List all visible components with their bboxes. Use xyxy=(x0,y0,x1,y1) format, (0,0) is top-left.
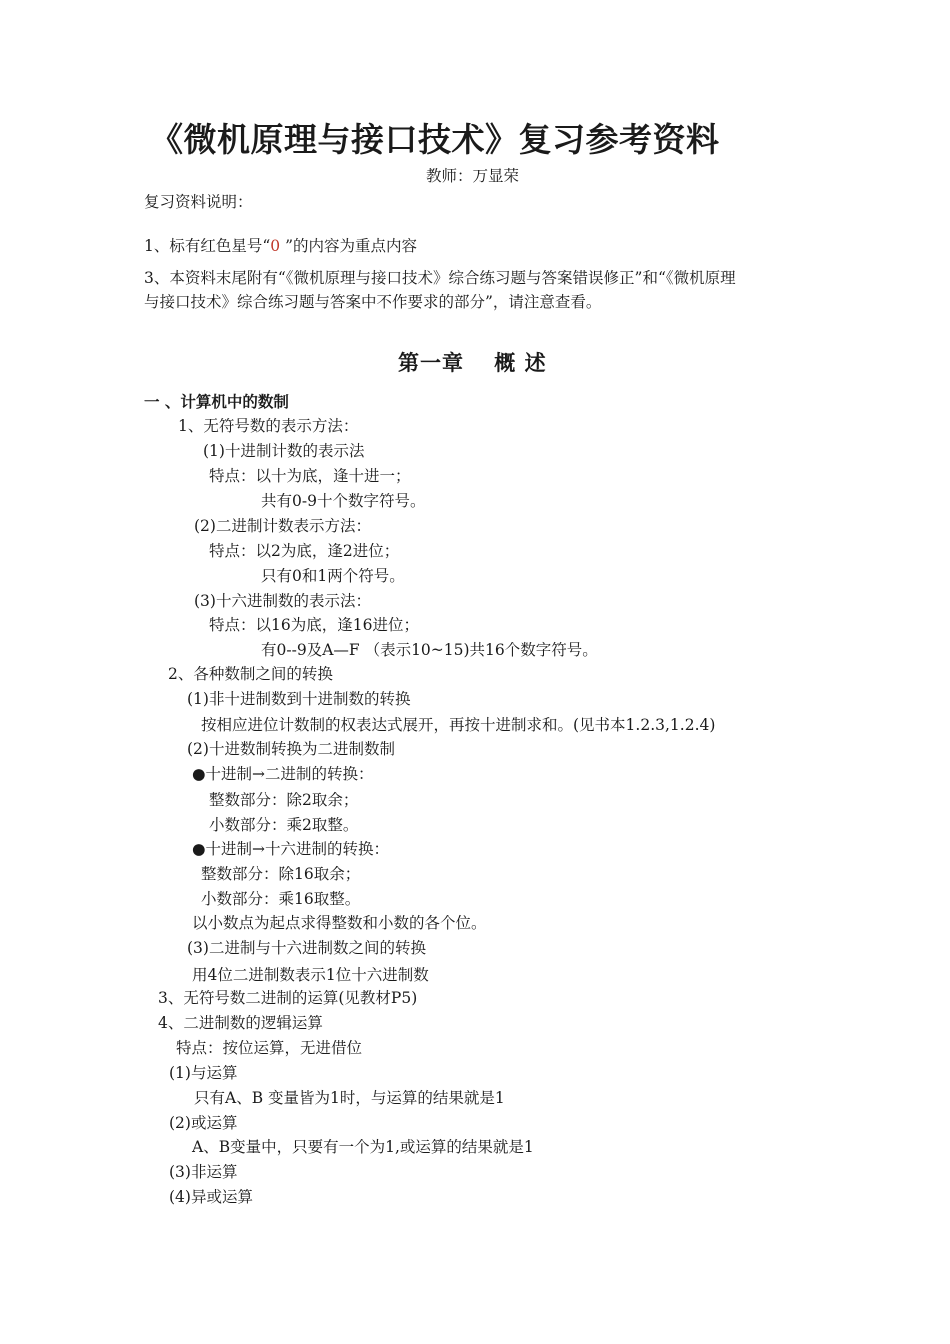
list-item: 小数部分：乘16取整。 xyxy=(201,890,361,908)
list-item: (3)十六进制数的表示法： xyxy=(194,592,371,610)
list-item: ●十进制→二进制的转换： xyxy=(192,765,374,783)
list-item: (1)十进制计数的表示法 xyxy=(203,442,365,460)
list-item: 只有A、B 变量皆为1时，与运算的结果就是1 xyxy=(194,1089,505,1107)
intro-note-3-line-1: 3、本资料末尾附有“《微机原理与接口技术》综合练习题与答案错误修正”和“《微机原理 xyxy=(144,269,736,287)
list-item: (2)二进制计数表示方法： xyxy=(194,517,371,535)
list-item: 以小数点为起点求得整数和小数的各个位。 xyxy=(192,914,487,932)
red-star-marker: 0 xyxy=(270,237,281,255)
list-item: (2)或运算 xyxy=(169,1114,238,1132)
intro-note-1 xyxy=(144,236,417,256)
note-1-prefix: 1、标有红色星号“ xyxy=(144,237,271,255)
chapter-heading: 第一章 概 述 xyxy=(398,350,547,375)
list-item: 特点：以2为底，逢2进位； xyxy=(209,542,400,560)
list-item: 4、二进制数的逻辑运算 xyxy=(158,1014,323,1032)
list-item: 小数部分：乘2取整。 xyxy=(209,816,359,834)
list-item: (3)非运算 xyxy=(169,1163,238,1181)
list-item: 特点：以十为底，逢十进一； xyxy=(209,467,411,485)
list-item: (4)异或运算 xyxy=(169,1188,253,1206)
list-item: 整数部分：除16取余； xyxy=(201,865,361,883)
list-item: 只有0和1两个符号。 xyxy=(261,567,405,585)
list-item: (3)二进制与十六进制数之间的转换 xyxy=(187,939,426,957)
list-item: 2、各种数制之间的转换 xyxy=(168,665,333,683)
list-item: 特点：按位运算，无进借位 xyxy=(176,1039,363,1057)
list-item: 特点：以16为底，逢16进位； xyxy=(209,616,419,634)
list-item: A、B变量中，只要有一个为1,或运算的结果就是1 xyxy=(192,1138,534,1156)
list-item: (1)与运算 xyxy=(169,1064,238,1082)
list-item: 有0--9及A—F （表示10~15)共16个数字符号。 xyxy=(261,641,598,659)
list-item: 按相应进位计数制的权表达式展开，再按十进制求和。(见书本1.2.3,1.2.4) xyxy=(201,716,716,734)
list-item: 整数部分：除2取余； xyxy=(209,791,359,809)
list-item: 3、无符号数二进制的运算(见教材P5) xyxy=(158,989,418,1007)
teacher-line: 教师：万显荣 xyxy=(426,167,520,185)
list-item: (2)十进数制转换为二进制数制 xyxy=(187,740,395,758)
list-item: 1、无符号数的表示方法： xyxy=(178,417,359,435)
list-item: ●十进制→十六进制的转换： xyxy=(192,840,390,858)
list-item: 共有0-9十个数字符号。 xyxy=(261,492,426,510)
intro-heading: 复习资料说明： xyxy=(144,193,253,211)
list-item: (1)非十进制数到十进制数的转换 xyxy=(187,690,411,708)
section-heading: 一 、计算机中的数制 xyxy=(144,393,289,411)
intro-note-3-line-2: 与接口技术》综合练习题与答案中不作要求的部分”，请注意查看。 xyxy=(144,293,602,311)
note-1-suffix: ”的内容为重点内容 xyxy=(280,237,418,255)
document-title: 《微机原理与接口技术》复习参考资料 xyxy=(150,120,720,159)
list-item: 用4位二进制数表示1位十六进制数 xyxy=(192,966,429,984)
